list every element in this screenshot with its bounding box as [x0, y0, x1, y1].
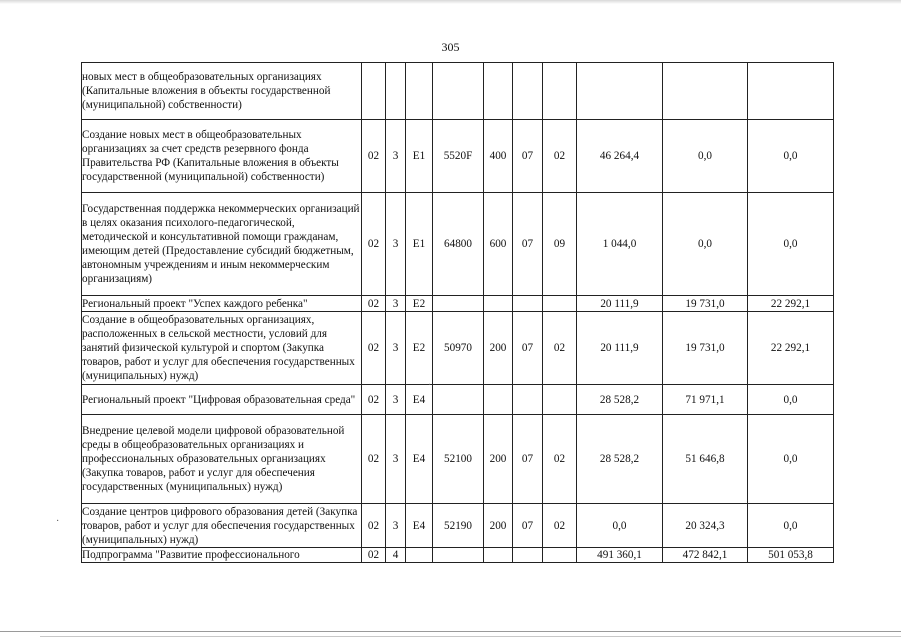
code-proj-cell: [406, 548, 433, 563]
code-gp-cell: 02: [362, 193, 386, 296]
code-exp-cell: [484, 385, 513, 415]
amount-2023-cell: 0,0: [748, 504, 834, 548]
row-name-cell: Создание центров цифрового образования детей (Закупка товаров, работ и услуг для обеспечения государственных (муниципальных) нужд): [82, 504, 362, 548]
amount-2023-cell: 0,0: [748, 385, 834, 415]
code-dir-cell: [433, 385, 484, 415]
code-dir-cell: [433, 63, 484, 120]
code-pp-cell: 3: [386, 296, 406, 312]
amount-2023-cell: 0,0: [748, 193, 834, 296]
code-exp-cell: 200: [484, 312, 513, 385]
amount-2021-cell: 20 111,9: [577, 312, 663, 385]
amount-2023-cell: [748, 63, 834, 120]
amount-2022-cell: 0,0: [663, 120, 748, 193]
code-exp-cell: [484, 296, 513, 312]
code-sec-cell: [513, 548, 543, 563]
code-gp-cell: 02: [362, 120, 386, 193]
amount-2022-cell: [663, 63, 748, 120]
code-subsec-cell: 02: [543, 415, 577, 504]
code-dir-cell: [433, 296, 484, 312]
amount-2022-cell: 0,0: [663, 193, 748, 296]
table-row: [82, 63, 834, 120]
code-sec-cell: [513, 385, 543, 415]
code-exp-cell: [484, 63, 513, 120]
code-dir-cell: 50970: [433, 312, 484, 385]
scan-bottom-edge: [40, 636, 901, 637]
amount-2023-cell: 501 053,8: [748, 548, 834, 563]
scan-bottom-edge: [0, 631, 901, 632]
code-exp-cell: 200: [484, 504, 513, 548]
code-subsec-cell: 09: [543, 193, 577, 296]
table-body: [82, 63, 834, 563]
code-dir-cell: 52100: [433, 415, 484, 504]
code-exp-cell: 200: [484, 415, 513, 504]
code-subsec-cell: 02: [543, 504, 577, 548]
code-sec-cell: 07: [513, 193, 543, 296]
scan-speck: ·: [56, 516, 60, 527]
row-name-cell: Создание новых мест в общеобразовательных организациях за счет средств резервного фонда Правительства РФ (Капитальные вложения в объекты государственной (муниципальной) собственности): [82, 120, 362, 193]
amount-2022-cell: 51 646,8: [663, 415, 748, 504]
code-dir-cell: [433, 548, 484, 563]
table-row: [82, 504, 834, 548]
code-pp-cell: 3: [386, 193, 406, 296]
row-name-cell: Внедрение целевой модели цифровой образовательной среды в общеобразовательных организациях и профессиональных образовательных организациях (Закупка товаров, работ и услуг для обеспечения государственных (муниципальных) нужд): [82, 415, 362, 504]
amount-2021-cell: [577, 63, 663, 120]
code-pp-cell: 3: [386, 504, 406, 548]
code-sec-cell: 07: [513, 504, 543, 548]
code-pp-cell: 3: [386, 312, 406, 385]
amount-2023-cell: 0,0: [748, 415, 834, 504]
amount-2022-cell: 20 324,3: [663, 504, 748, 548]
code-gp-cell: [362, 63, 386, 120]
code-gp-cell: 02: [362, 548, 386, 563]
code-gp-cell: 02: [362, 385, 386, 415]
amount-2023-cell: 22 292,1: [748, 312, 834, 385]
table-row: [82, 415, 834, 504]
table-row: [82, 193, 834, 296]
code-sec-cell: 07: [513, 120, 543, 193]
code-pp-cell: 3: [386, 415, 406, 504]
amount-2021-cell: 20 111,9: [577, 296, 663, 312]
amount-2022-cell: 19 731,0: [663, 312, 748, 385]
code-pp-cell: 3: [386, 385, 406, 415]
code-gp-cell: 02: [362, 296, 386, 312]
code-subsec-cell: [543, 548, 577, 563]
code-subsec-cell: [543, 63, 577, 120]
code-exp-cell: 400: [484, 120, 513, 193]
code-sec-cell: 07: [513, 312, 543, 385]
code-gp-cell: 02: [362, 415, 386, 504]
amount-2021-cell: 0,0: [577, 504, 663, 548]
table-row: [82, 120, 834, 193]
budget-table: [81, 62, 834, 563]
table-row: [82, 385, 834, 415]
amount-2021-cell: 28 528,2: [577, 385, 663, 415]
code-exp-cell: [484, 548, 513, 563]
code-proj-cell: E2: [406, 312, 433, 385]
row-name-cell: Подпрограмма "Развитие профессионального: [82, 548, 362, 563]
amount-2023-cell: 22 292,1: [748, 296, 834, 312]
table-row: [82, 312, 834, 385]
amount-2022-cell: 71 971,1: [663, 385, 748, 415]
code-proj-cell: E4: [406, 385, 433, 415]
amount-2021-cell: 491 360,1: [577, 548, 663, 563]
table-row: [82, 548, 834, 563]
code-proj-cell: E1: [406, 193, 433, 296]
code-proj-cell: E1: [406, 120, 433, 193]
code-pp-cell: 4: [386, 548, 406, 563]
code-pp-cell: 3: [386, 120, 406, 193]
scan-top-edge: [0, 0, 901, 4]
code-dir-cell: 64800: [433, 193, 484, 296]
code-exp-cell: 600: [484, 193, 513, 296]
amount-2022-cell: 19 731,0: [663, 296, 748, 312]
row-name-cell: Региональный проект "Успех каждого ребенка": [82, 296, 362, 312]
code-sec-cell: [513, 63, 543, 120]
row-name-cell: Региональный проект "Цифровая образовательная среда": [82, 385, 362, 415]
code-sec-cell: 07: [513, 415, 543, 504]
code-gp-cell: 02: [362, 312, 386, 385]
row-name-cell: новых мест в общеобразовательных организациях (Капитальные вложения в объекты государственной (муниципальной) собственности): [82, 63, 362, 120]
amount-2021-cell: 46 264,4: [577, 120, 663, 193]
amount-2022-cell: 472 842,1: [663, 548, 748, 563]
code-pp-cell: [386, 63, 406, 120]
code-proj-cell: E2: [406, 296, 433, 312]
code-subsec-cell: 02: [543, 312, 577, 385]
code-dir-cell: 5520F: [433, 120, 484, 193]
row-name-cell: Государственная поддержка некоммерческих организаций в целях оказания психолого-педагогической, методической и консультативной помощи гражданам, имеющим детей (Предоставление субсидий бюджетным, автономным учреждениям и иным некоммерческим организациям): [82, 193, 362, 296]
code-sec-cell: [513, 296, 543, 312]
code-subsec-cell: 02: [543, 120, 577, 193]
code-subsec-cell: [543, 385, 577, 415]
amount-2021-cell: 28 528,2: [577, 415, 663, 504]
amount-2021-cell: 1 044,0: [577, 193, 663, 296]
scan-speck: ·: [428, 380, 432, 391]
code-gp-cell: 02: [362, 504, 386, 548]
row-name-cell: Создание в общеобразовательных организациях, расположенных в сельской местности, условий для занятий физической культурой и спортом (Закупка товаров, работ и услуг для обеспечения государственных (муниципальных) нужд): [82, 312, 362, 385]
page-number: 305: [441, 40, 460, 54]
table-row: [82, 296, 834, 312]
code-proj-cell: E4: [406, 504, 433, 548]
code-subsec-cell: [543, 296, 577, 312]
code-proj-cell: [406, 63, 433, 120]
amount-2023-cell: 0,0: [748, 120, 834, 193]
code-dir-cell: 52190: [433, 504, 484, 548]
code-proj-cell: E4: [406, 415, 433, 504]
